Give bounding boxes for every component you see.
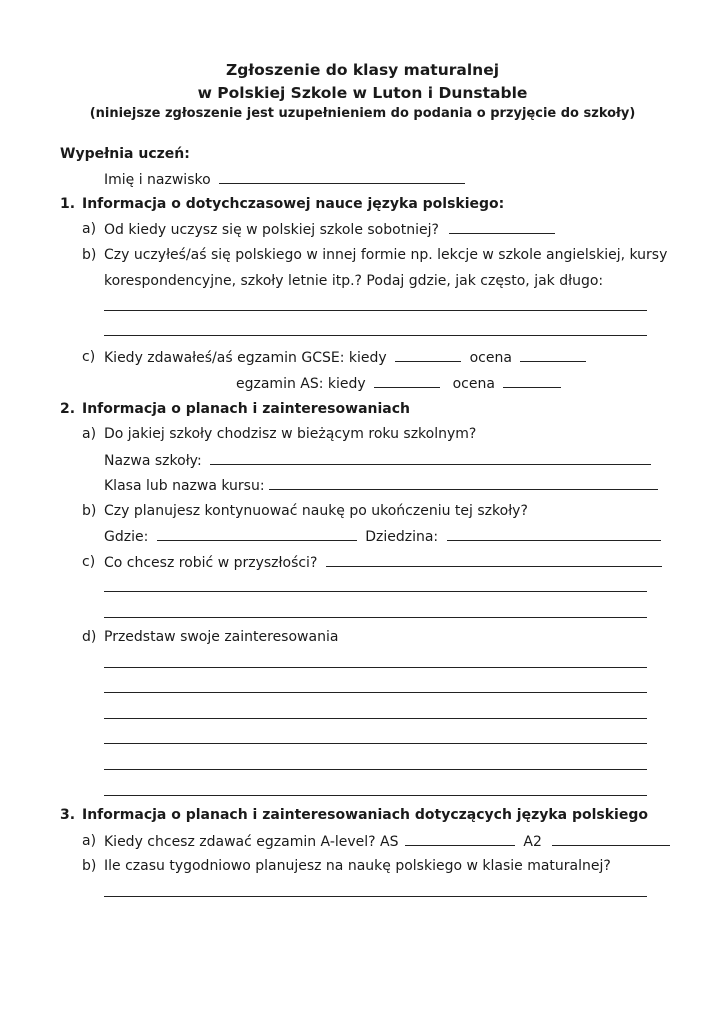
saturday-school-since-field[interactable] [449, 220, 555, 234]
s3-b-marker: b) [82, 858, 97, 874]
weekly-time-line[interactable] [104, 896, 647, 897]
s2-d-marker: d) [82, 629, 97, 645]
s1-c-gcse-row [104, 348, 586, 367]
where-label: Gdzie: [104, 529, 149, 545]
s2-a-question: Do jakiej szkoły chodzisz w bieżącym roku szkolnym? [104, 426, 477, 442]
class-name-label: Klasa lub nazwa kursu: [104, 478, 265, 494]
s1-a-row [104, 220, 555, 239]
as-grade-label: ocena [452, 376, 495, 392]
name-label: Imię i nazwisko [104, 172, 211, 188]
future-plans-line-1[interactable] [104, 591, 647, 592]
interests-line-2[interactable] [104, 692, 647, 693]
as-label: egzamin AS: kiedy [236, 376, 366, 392]
interests-line-1[interactable] [104, 667, 647, 668]
a2-level-field[interactable] [552, 832, 670, 846]
as-date-field[interactable] [374, 374, 440, 388]
s3-a-marker: a) [82, 833, 97, 849]
future-plans-row [104, 553, 662, 572]
s1-c-marker: c) [82, 349, 96, 365]
section-3-number: 3. [60, 807, 76, 823]
field-of-study-field[interactable] [447, 527, 661, 541]
s3-a-question: Kiedy chcesz zdawać egzamin A-level? AS [104, 834, 399, 850]
s1-b-answer-line-1[interactable] [104, 310, 647, 311]
name-row [104, 170, 465, 189]
school-name-label: Nazwa szkoły: [104, 453, 202, 469]
gcse-date-field[interactable] [395, 348, 461, 362]
section-2-title: Informacja o planach i zainteresowaniach [82, 401, 410, 417]
s2-a-marker: a) [82, 426, 97, 442]
future-plans-field[interactable] [326, 553, 662, 567]
s1-b-question-line-2: korespondencyjne, szkoły letnie itp.? Podaj gdzie, jak często, jak długo: [104, 273, 604, 289]
name-field[interactable] [219, 170, 465, 184]
school-name-row [104, 451, 651, 470]
s2-c-marker: c) [82, 554, 96, 570]
s1-a-question: Od kiedy uczysz się w polskiej szkole sobotniej? [104, 222, 439, 238]
s2-d-question: Przedstaw swoje zainteresowania [104, 629, 339, 645]
alevel-row [104, 832, 670, 851]
as-grade-field[interactable] [503, 374, 561, 388]
s1-b-question-line-1: Czy uczyłeś/aś się polskiego w innej formie np. lekcje w szkole angielskiej, kursy [104, 247, 668, 263]
section-2-number: 2. [60, 401, 76, 417]
s1-c-as-row [236, 374, 561, 393]
section-1-title: Informacja o dotychczasowej nauce języka polskiego: [82, 196, 505, 212]
class-name-field[interactable] [269, 476, 658, 490]
interests-line-6[interactable] [104, 795, 647, 796]
gcse-grade-label: ocena [469, 350, 512, 366]
gcse-label: Kiedy zdawałeś/aś egzamin GCSE: kiedy [104, 350, 387, 366]
interests-line-5[interactable] [104, 769, 647, 770]
school-name-field[interactable] [210, 451, 651, 465]
s2-b-question: Czy planujesz kontynuować naukę po ukończeniu tej szkoły? [104, 503, 528, 519]
section-3-title: Informacja o planach i zainteresowaniach dotyczących języka polskiego [82, 807, 648, 823]
field-label: Dziedzina: [365, 529, 439, 545]
s2-c-question: Co chcesz robić w przyszłości? [104, 555, 318, 571]
s1-b-answer-line-2[interactable] [104, 335, 647, 336]
a2-label: A2 [523, 834, 542, 850]
form-title-line-1: Zgłoszenie do klasy maturalnej [225, 61, 500, 79]
student-label: Wypełnia uczeń: [60, 146, 190, 162]
interests-line-4[interactable] [104, 743, 647, 744]
where-row [104, 527, 661, 546]
as-level-field[interactable] [405, 832, 515, 846]
s1-b-marker: b) [82, 247, 97, 263]
future-plans-line-2[interactable] [104, 617, 647, 618]
interests-line-3[interactable] [104, 718, 647, 719]
section-1-number: 1. [60, 196, 76, 212]
where-field[interactable] [157, 527, 357, 541]
gcse-grade-field[interactable] [520, 348, 586, 362]
s1-a-marker: a) [82, 221, 97, 237]
s3-b-question: Ile czasu tygodniowo planujesz na naukę polskiego w klasie maturalnej? [104, 858, 611, 874]
form-title-line-2: w Polskiej Szkole w Luton i Dunstable [197, 84, 528, 102]
class-name-row [104, 476, 658, 495]
s2-b-marker: b) [82, 503, 97, 519]
form-subtitle: (niniejsze zgłoszenie jest uzupełnieniem do podania o przyjęcie do szkoły) [89, 106, 636, 121]
